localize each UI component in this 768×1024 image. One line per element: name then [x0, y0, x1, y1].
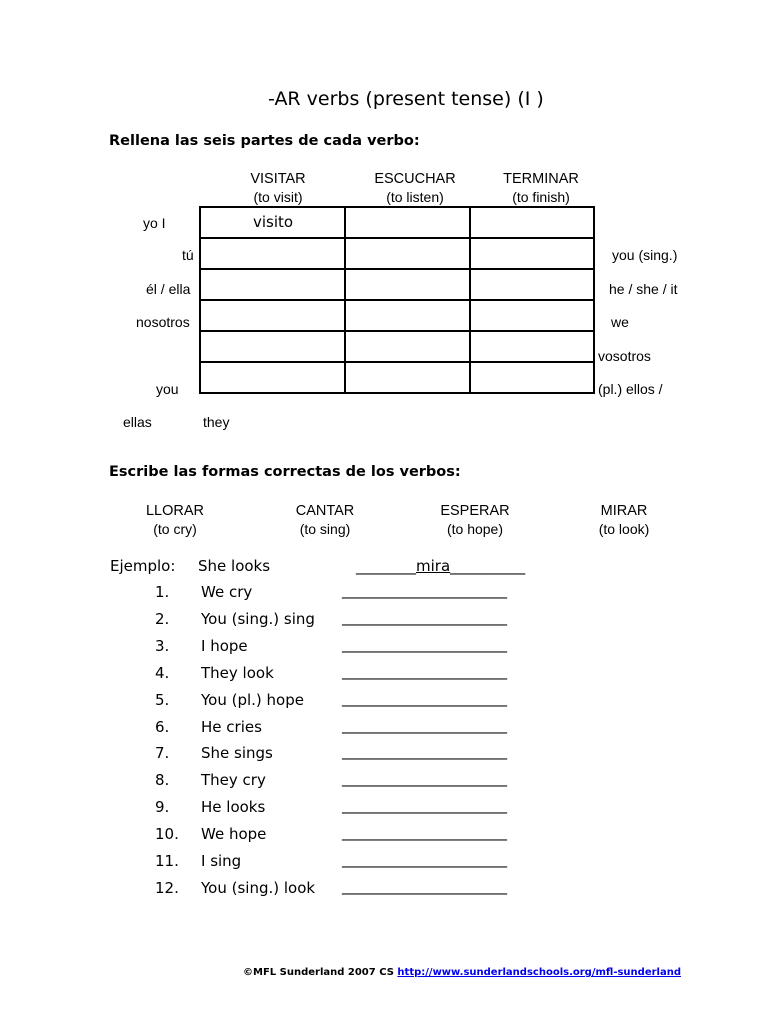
verb-spanish: ESCUCHAR	[374, 171, 456, 187]
verb-english: (to hope)	[446, 521, 504, 537]
verb-spanish: MIRAR	[600, 503, 648, 519]
exercise-number: 11.	[155, 852, 179, 870]
section2-heading: Escribe las formas correctas de los verbos:	[109, 464, 461, 480]
verb-spanish: ESPERAR	[440, 503, 510, 519]
grid-cell[interactable]	[470, 269, 594, 300]
exercise-phrase: I sing	[201, 852, 242, 870]
answer-blank[interactable]: ______________________	[342, 581, 507, 599]
verb-header-llorar	[115, 502, 235, 538]
grid-cell[interactable]	[345, 362, 470, 393]
answer-blank[interactable]: ______________________	[342, 716, 507, 734]
verb-header-esperar	[415, 502, 535, 538]
example-answer-suffix: __________	[450, 557, 526, 575]
answer-blank[interactable]: ______________________	[342, 769, 507, 787]
grid-cell[interactable]	[200, 207, 345, 238]
answer-blank[interactable]: ______________________	[342, 742, 507, 760]
grid-cell[interactable]	[200, 269, 345, 300]
exercise-phrase: She sings	[201, 744, 273, 762]
translation-label-he-she-it: he / she / it	[609, 281, 678, 297]
grid-row	[200, 300, 594, 331]
grid-cell[interactable]	[470, 300, 594, 331]
label-they: they	[203, 414, 230, 430]
grid-cell[interactable]	[200, 362, 345, 393]
grid-cell[interactable]	[470, 331, 594, 362]
exercise-phrase: They look	[201, 664, 274, 682]
example-answer	[356, 557, 525, 575]
answer-blank[interactable]: ______________________	[342, 850, 507, 868]
exercise-number: 6.	[155, 718, 170, 736]
exercise-phrase: He cries	[201, 718, 262, 736]
pronoun-label-you: you	[156, 381, 179, 397]
grid-cell[interactable]	[345, 331, 470, 362]
verb-english: (to look)	[598, 521, 650, 537]
verb-spanish: LLORAR	[145, 503, 205, 519]
exercise-number: 8.	[155, 771, 170, 789]
answer-blank[interactable]: ______________________	[342, 662, 507, 680]
section1-heading: Rellena las seis partes de cada verbo:	[109, 133, 420, 149]
verb-header-visitar	[218, 170, 338, 206]
exercise-phrase: He looks	[201, 798, 266, 816]
exercise-phrase: We cry	[201, 583, 253, 601]
grid-row	[200, 331, 594, 362]
grid-row	[200, 207, 594, 238]
exercise-number: 4.	[155, 664, 170, 682]
answer-blank[interactable]: ______________________	[342, 635, 507, 653]
example-phrase: She looks	[198, 557, 271, 575]
verb-english: (to listen)	[386, 189, 444, 205]
label-ellas: ellas	[123, 414, 152, 430]
exercise-number: 2.	[155, 610, 170, 628]
footer-link[interactable]: http://www.sunderlandschools.org/mfl-sunderland	[397, 967, 681, 978]
exercise-number: 3.	[155, 637, 170, 655]
pronoun-label-el-ella: él / ella	[146, 281, 191, 297]
answer-blank[interactable]: ______________________	[342, 877, 507, 895]
exercise-phrase: I hope	[201, 637, 248, 655]
conjugation-grid	[199, 206, 595, 394]
exercise-number: 9.	[155, 798, 170, 816]
verb-header-cantar	[265, 502, 385, 538]
verb-spanish: CANTAR	[295, 503, 355, 519]
verb-english: (to sing)	[299, 521, 351, 537]
verb-english: (to visit)	[253, 189, 303, 205]
pronoun-label-tu: tú	[182, 247, 194, 263]
verb-header-terminar	[481, 170, 601, 206]
pronoun-label-yo: yo I	[143, 215, 166, 231]
page-title: -AR verbs (present tense) (I )	[268, 88, 544, 110]
exercise-number: 1.	[155, 583, 170, 601]
grid-cell[interactable]	[470, 238, 594, 269]
answer-blank[interactable]: ______________________	[342, 796, 507, 814]
answer-blank[interactable]: ______________________	[342, 823, 507, 841]
example-answer-word: mira	[416, 557, 451, 575]
exercise-number: 5.	[155, 691, 170, 709]
grid-cell[interactable]	[345, 207, 470, 238]
pronoun-label-nosotros: nosotros	[136, 314, 190, 330]
exercise-phrase: We hope	[201, 825, 267, 843]
verb-header-escuchar	[355, 170, 475, 206]
example-cell-text: visito	[253, 213, 294, 231]
exercise-phrase: You (sing.) sing	[201, 610, 315, 628]
grid-cell[interactable]	[200, 300, 345, 331]
exercise-phrase: You (sing.) look	[201, 879, 316, 897]
exercise-number: 12.	[155, 879, 179, 897]
footer	[243, 967, 681, 978]
translation-label-we: we	[611, 314, 629, 330]
exercise-phrase: They cry	[201, 771, 266, 789]
grid-cell[interactable]	[470, 362, 594, 393]
translation-label-vosotros: vosotros	[598, 348, 651, 364]
grid-cell[interactable]	[345, 238, 470, 269]
grid-row	[200, 362, 594, 393]
translation-label-pl-ellos: (pl.) ellos /	[598, 381, 663, 397]
footer-copyright: ©MFL Sunderland 2007 CS	[243, 967, 394, 978]
answer-blank[interactable]: ______________________	[342, 689, 507, 707]
grid-row	[200, 238, 594, 269]
grid-cell[interactable]	[345, 300, 470, 331]
exercise-phrase: You (pl.) hope	[201, 691, 304, 709]
example-label: Ejemplo:	[110, 557, 176, 575]
grid-cell[interactable]	[200, 238, 345, 269]
verb-spanish: TERMINAR	[503, 171, 579, 187]
example-answer-prefix: ________	[356, 557, 416, 575]
verb-header-mirar	[564, 502, 684, 538]
answer-blank[interactable]: ______________________	[342, 608, 507, 626]
grid-cell[interactable]	[470, 207, 594, 238]
exercise-number: 10.	[155, 825, 179, 843]
grid-cell[interactable]	[345, 269, 470, 300]
grid-cell[interactable]	[200, 331, 345, 362]
verb-english: (to finish)	[512, 189, 570, 205]
translation-label-you-sing: you (sing.)	[612, 247, 678, 263]
verb-english: (to cry)	[153, 521, 197, 537]
exercise-number: 7.	[155, 744, 170, 762]
verb-spanish: VISITAR	[250, 171, 306, 187]
grid-row	[200, 269, 594, 300]
